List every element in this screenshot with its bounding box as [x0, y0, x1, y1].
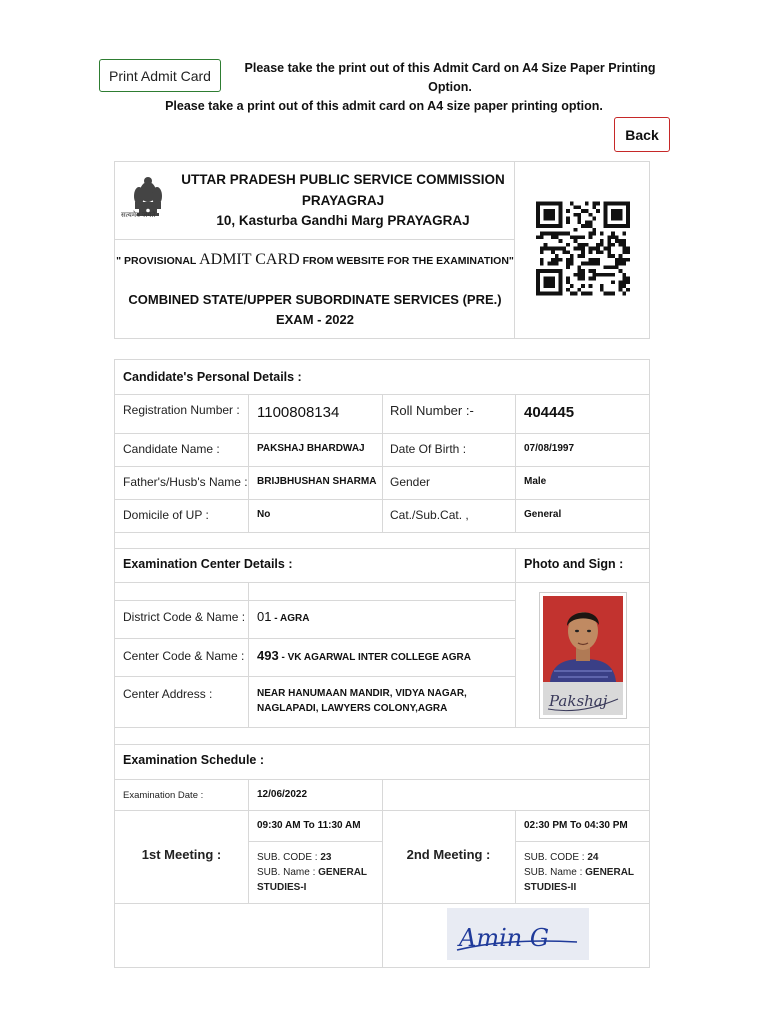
m1-name-2: STUDIES-I [257, 882, 307, 893]
second-meeting-time: 02:30 PM To 04:30 PM [524, 820, 628, 831]
personal-details-title: Candidate's Personal Details : [123, 370, 302, 384]
exam-name [115, 290, 515, 330]
second-meeting-subject [524, 850, 634, 895]
father-name-value: BRIJBHUSHAN SHARMA [257, 476, 377, 487]
dob-label: Date Of Birth : [390, 442, 467, 456]
domicile-label: Domicile of UP : [123, 508, 209, 522]
print-admit-card-button[interactable]: Print Admit Card [99, 59, 221, 92]
qr-code-icon [536, 200, 630, 297]
domicile-value: No [257, 509, 271, 520]
roll-number-label: Roll Number :- [390, 403, 474, 418]
center-name: - VK AGARWAL INTER COLLEGE AGRA [278, 652, 471, 663]
print-notice-alt: Please take a print out of this admit card on A4 size paper printing option. [165, 99, 603, 113]
father-name-label: Father's/Husb's Name : [123, 475, 248, 489]
exam-line-1: COMBINED STATE/UPPER SUBORDINATE SERVICES (PRE.) [128, 292, 502, 307]
first-meeting-time: 09:30 AM To 11:30 AM [257, 820, 361, 831]
org-line-1: UTTAR PRADESH PUBLIC SERVICE COMMISSION [181, 172, 505, 187]
exam-line-2: EXAM - 2022 [275, 312, 355, 327]
candidate-photo-image [540, 593, 626, 718]
commission-block [115, 162, 515, 240]
address-line-2: NAGLAPADI, LAWYERS COLONY,AGRA [257, 703, 448, 714]
admit-card-title: ADMIT CARD [199, 251, 300, 268]
m1-name-1: GENERAL [318, 867, 368, 878]
org-line-2: PRAYAGRAJ [301, 192, 385, 208]
center-address-label: Center Address : [123, 687, 213, 701]
first-meeting-label: 1st Meeting : [141, 847, 222, 862]
second-meeting-label: 2nd Meeting : [406, 847, 491, 862]
admit-card-header [114, 161, 650, 339]
qr-modules [536, 202, 630, 296]
center-address-value [257, 686, 467, 716]
controller-signature-text: Amin G [459, 924, 550, 952]
m1-code-label: SUB. CODE : [257, 852, 321, 863]
registration-label: Registration Number : [123, 403, 240, 417]
provisional-title [115, 250, 515, 271]
center-details-title: Examination Center Details : [123, 557, 293, 571]
address-line-1: NEAR HANUMAAN MANDIR, VIDYA NAGAR, [257, 688, 467, 699]
candidate-photo [539, 592, 627, 719]
emblem-caption: सत्यमेव जयते [121, 211, 156, 219]
m2-name-2: STUDIES-II [524, 882, 577, 893]
district-label: District Code & Name : [123, 610, 246, 624]
gender-label: Gender [390, 475, 431, 489]
schedule-title: Examination Schedule : [123, 753, 265, 767]
m2-code-label: SUB. CODE : [524, 852, 588, 863]
org-address: 10, Kasturba Gandhi Marg PRAYAGRAJ [216, 213, 470, 228]
registration-value: 1100808134 [257, 404, 340, 421]
category-value: General [524, 509, 562, 520]
center-code-value [257, 648, 471, 663]
exam-date-value: 12/06/2022 [257, 789, 308, 800]
candidate-details-card [114, 359, 650, 968]
photo-sign-title: Photo and Sign : [524, 557, 624, 571]
m2-code: 24 [587, 852, 599, 863]
candidate-name-label: Candidate Name : [123, 442, 220, 456]
center-code: 493 [257, 648, 279, 663]
print-notice-en: Please take the print out of this Admit Card on A4 Size Paper Printing Option. [244, 61, 656, 94]
m2-name-1: GENERAL [585, 867, 635, 878]
m2-name-label: SUB. Name : [524, 867, 586, 878]
photo-signature: Pakshaj [549, 692, 608, 710]
district-value [257, 609, 309, 624]
dob-value: 07/08/1997 [524, 443, 575, 454]
exam-title-block [115, 240, 515, 338]
prov-prefix: " PROVISIONAL [116, 255, 200, 267]
controller-signature [447, 908, 589, 960]
first-meeting-subject [257, 850, 367, 895]
category-label: Cat./Sub.Cat. , [390, 508, 469, 522]
gender-value: Male [524, 476, 547, 487]
center-code-label: Center Code & Name : [123, 649, 245, 663]
candidate-name-value: PAKSHAJ BHARDWAJ [257, 443, 365, 454]
district-code: 01 [257, 609, 272, 624]
district-name: - AGRA [271, 613, 310, 624]
m1-name-label: SUB. Name : [257, 867, 319, 878]
back-button[interactable]: Back [614, 117, 670, 152]
commission-name [173, 170, 513, 232]
prov-suffix: FROM WEBSITE FOR THE EXAMINATION" [299, 255, 514, 267]
m1-code: 23 [320, 852, 332, 863]
roll-number-value: 404445 [524, 404, 575, 421]
exam-date-label: Examination Date : [123, 790, 204, 801]
